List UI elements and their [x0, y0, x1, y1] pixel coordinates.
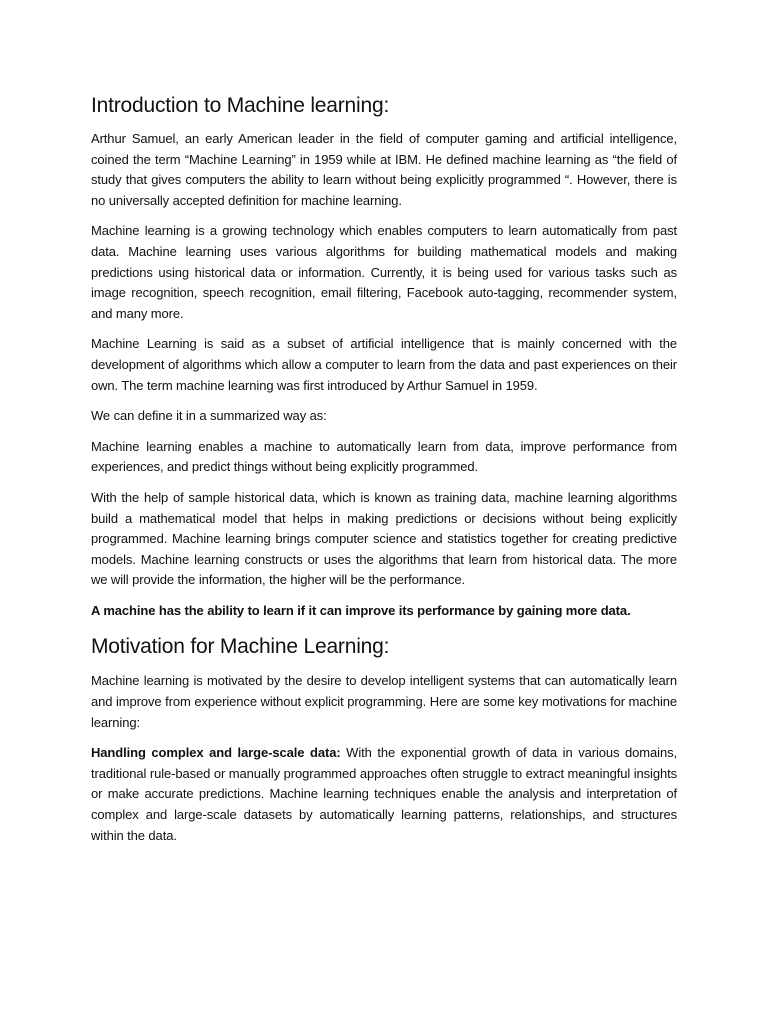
paragraph-summary-definition: Machine learning enables a machine to automatically learn from data, improve performance from experiences, and predict things without being explicitly programmed.: [91, 438, 677, 475]
point-text-complex-data: With the exponential growth of data in various domains, traditional rule-based or manually programmed approaches often struggle to extract meaningful insights or make accurate predictions. Machine learning techniques enable the analysis and interpretation of complex and large-scale datasets by automatically learning patterns, relationships, and structures within the data.: [91, 745, 677, 843]
paragraph-motivation-intro: Machine learning is motivated by the desire to develop intelligent systems that can automatically learn and improve from experience without explicit programming. Here are some key motivations for machine learning:: [91, 673, 677, 730]
document-page: [91, 92, 677, 846]
paragraph-subset-of-ai: Machine Learning is said as a subset of artificial intelligence that is mainly concerned with the development of algorithms which allow a computer to learn from the data and past experiences on their own. The term machine learning was first introduced by Arthur Samuel in 1959.: [91, 336, 677, 393]
paragraph-complex-data: [91, 743, 677, 846]
point-label-complex-data: Handling complex and large-scale data:: [91, 745, 341, 761]
paragraph-bold-key-statement: A machine has the ability to learn if it can improve its performance by gaining more data.: [91, 602, 631, 618]
section-heading-motivation: Motivation for Machine Learning:: [91, 635, 390, 659]
paragraph-growing-technology: Machine learning is a growing technology which enables computers to learn automatically from past data. Machine learning uses various algorithms for building mathematical models and making predictions using historical data or information. Currently, it is being used for various tasks such as image recognition, speech recognition, email filtering, Facebook auto-tagging, recommender system, and many more.: [91, 223, 677, 321]
section-heading-introduction: Introduction to Machine learning:: [91, 94, 390, 117]
paragraph-summary-intro: We can define it in a summarized way as:: [91, 408, 327, 424]
paragraph-training-data: With the help of sample historical data, which is known as training data, machine learning algorithms build a mathematical model that helps in making predictions or decisions without being explicitly programmed. Machine learning brings computer science and statistics together for creating predictive models. Machine learning constructs or uses the algorithms that learn from historical data. The more we will provide the information, the higher will be the performance.: [91, 489, 677, 588]
paragraph-arthur-samuel: Arthur Samuel, an early American leader in the field of computer gaming and artificial intelligence, coined the term “Machine Learning” in 1959 while at IBM. He defined machine learning as “the field of study that gives computers the ability to learn without being explicitly programmed “. However, there is no universally accepted definition for machine learning.: [91, 131, 677, 208]
